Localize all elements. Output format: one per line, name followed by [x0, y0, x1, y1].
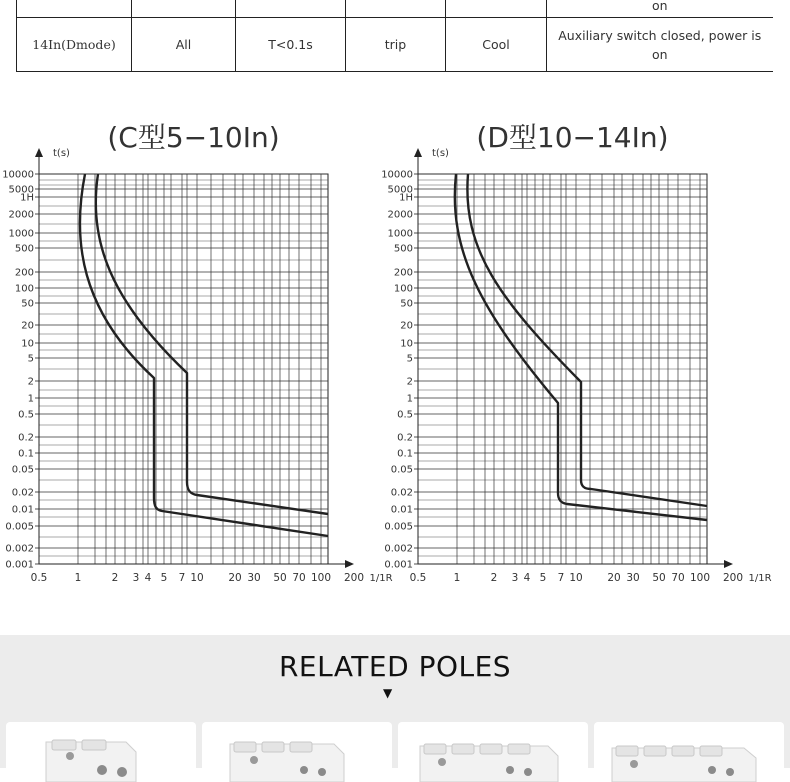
chart-title: (C型5−10In)	[107, 121, 280, 154]
x-tick-label: 20	[607, 572, 621, 584]
trip-curve-line	[80, 174, 328, 536]
related-title: RELATED POLES	[278, 650, 512, 683]
y-tick-label: 5	[27, 353, 34, 365]
y-tick-label: 0.01	[11, 504, 34, 516]
y-tick-label: 10000	[2, 169, 34, 181]
x-tick-label: 30	[247, 572, 261, 584]
x-tick-label: 70	[292, 572, 306, 584]
y-tick-label: 5000	[8, 184, 34, 196]
y-tick-label: 20	[400, 320, 413, 332]
y-tick-label: 50	[400, 298, 413, 310]
y-tick-label: 0.002	[384, 543, 413, 555]
x-tick-label: 10	[569, 572, 583, 584]
y-tick-label: 2	[406, 376, 413, 388]
x-tick-label: 0.5	[30, 572, 48, 584]
y-tick-label: 0.005	[384, 521, 413, 533]
y-tick-label: 0.001	[5, 559, 34, 571]
table-cell: Auxiliary switch closed, power is on	[547, 18, 773, 72]
table-cell: 14In(Dmode)	[17, 18, 132, 72]
x-tick-label: 1	[453, 572, 461, 584]
y-tick-label: 0.5	[18, 409, 34, 421]
x-tick-label: 4	[523, 572, 531, 584]
y-tick-label: 0.002	[5, 543, 34, 555]
y-unit-label: t(s)	[53, 148, 70, 159]
x-tick-label: 0.5	[409, 572, 427, 584]
y-axis-arrow	[35, 148, 43, 157]
table-cell: All	[132, 18, 236, 72]
y-tick-label: 10000	[381, 169, 413, 181]
chart-c-curve	[2, 121, 392, 584]
x-tick-label: 100	[689, 572, 711, 584]
table-cell	[446, 0, 547, 18]
x-tick-label: 4	[144, 572, 152, 584]
y-tick-label: 200	[14, 267, 34, 279]
y-tick-label: 100	[393, 283, 413, 295]
x-tick-label: 7	[557, 572, 565, 584]
y-tick-label: 0.02	[11, 487, 34, 499]
y-tick-label: 2000	[8, 209, 34, 221]
table-cell: Cool	[446, 18, 547, 72]
breaker-2-pole-image	[6, 722, 196, 782]
table-cell: T<0.1s	[236, 18, 346, 72]
y-tick-label: 1000	[8, 228, 34, 240]
x-axis-arrow	[345, 560, 354, 568]
y-tick-label: 1	[406, 393, 413, 405]
trip-curve-figure	[0, 110, 790, 590]
x-tick-label: 20	[228, 572, 242, 584]
y-tick-label: 20	[21, 320, 34, 332]
y-tick-label: 0.001	[384, 559, 413, 571]
y-tick-label: 50	[21, 298, 34, 310]
product-card[interactable]	[398, 722, 588, 782]
x-tick-label: 7	[178, 572, 186, 584]
product-card[interactable]	[6, 722, 196, 782]
table-cell	[17, 0, 132, 18]
y-tick-label: 0.005	[5, 521, 34, 533]
y-tick-label: 0.1	[397, 448, 413, 460]
x-unit-label: 1/1R	[369, 573, 393, 584]
x-tick-label: 3	[132, 572, 140, 584]
y-tick-label: 0.2	[397, 432, 413, 444]
breaker-4-pole-image	[398, 722, 588, 782]
y-tick-label: 10	[21, 338, 34, 350]
y-tick-label: 200	[393, 267, 413, 279]
trip-curve-line	[96, 174, 328, 514]
y-tick-label: 1H	[20, 192, 34, 204]
x-tick-label: 2	[111, 572, 119, 584]
y-tick-label: 0.01	[390, 504, 413, 516]
breaker-3-pole-image	[202, 722, 392, 782]
y-tick-label: 5	[406, 353, 413, 365]
chart-title: (D型10−14In)	[476, 121, 669, 154]
y-tick-label: 0.1	[18, 448, 34, 460]
y-tick-label: 0.05	[390, 464, 413, 476]
y-tick-label: 0.05	[11, 464, 34, 476]
y-axis-arrow	[414, 148, 422, 157]
x-axis-arrow	[724, 560, 733, 568]
x-tick-label: 5	[539, 572, 547, 584]
y-tick-label: 1H	[399, 192, 413, 204]
table-cell	[236, 0, 346, 18]
x-tick-label: 50	[273, 572, 287, 584]
table-cell: trip	[346, 18, 446, 72]
chart-d-curve	[381, 121, 771, 584]
x-tick-label: 5	[160, 572, 168, 584]
x-tick-label: 2	[490, 572, 498, 584]
y-tick-label: 5000	[387, 184, 413, 196]
table-cell	[346, 0, 446, 18]
y-tick-label: 0.5	[397, 409, 413, 421]
x-tick-label: 200	[722, 572, 744, 584]
spec-table	[16, 0, 773, 72]
y-tick-label: 500	[14, 243, 34, 255]
table-row	[17, 0, 773, 18]
x-tick-label: 200	[343, 572, 365, 584]
x-tick-label: 10	[190, 572, 204, 584]
chevron-down-icon: ▼	[383, 686, 393, 700]
table-row	[17, 18, 773, 72]
x-tick-label: 100	[310, 572, 332, 584]
y-tick-label: 10	[400, 338, 413, 350]
table-cell: on	[547, 0, 773, 18]
y-tick-label: 2000	[387, 209, 413, 221]
y-tick-label: 0.02	[390, 487, 413, 499]
x-tick-label: 70	[671, 572, 685, 584]
breaker-4-pole-b-image	[594, 722, 784, 782]
x-tick-label: 1	[74, 572, 82, 584]
y-tick-label: 1	[27, 393, 34, 405]
y-unit-label: t(s)	[432, 148, 449, 159]
y-tick-label: 0.2	[18, 432, 34, 444]
x-tick-label: 30	[626, 572, 640, 584]
x-tick-label: 50	[652, 572, 666, 584]
x-tick-label: 3	[511, 572, 519, 584]
y-tick-label: 500	[393, 243, 413, 255]
product-card[interactable]	[202, 722, 392, 782]
x-unit-label: 1/1R	[748, 573, 772, 584]
y-tick-label: 1000	[387, 228, 413, 240]
y-tick-label: 100	[14, 283, 34, 295]
table-cell	[132, 0, 236, 18]
product-card[interactable]	[594, 722, 784, 782]
y-tick-label: 2	[27, 376, 34, 388]
